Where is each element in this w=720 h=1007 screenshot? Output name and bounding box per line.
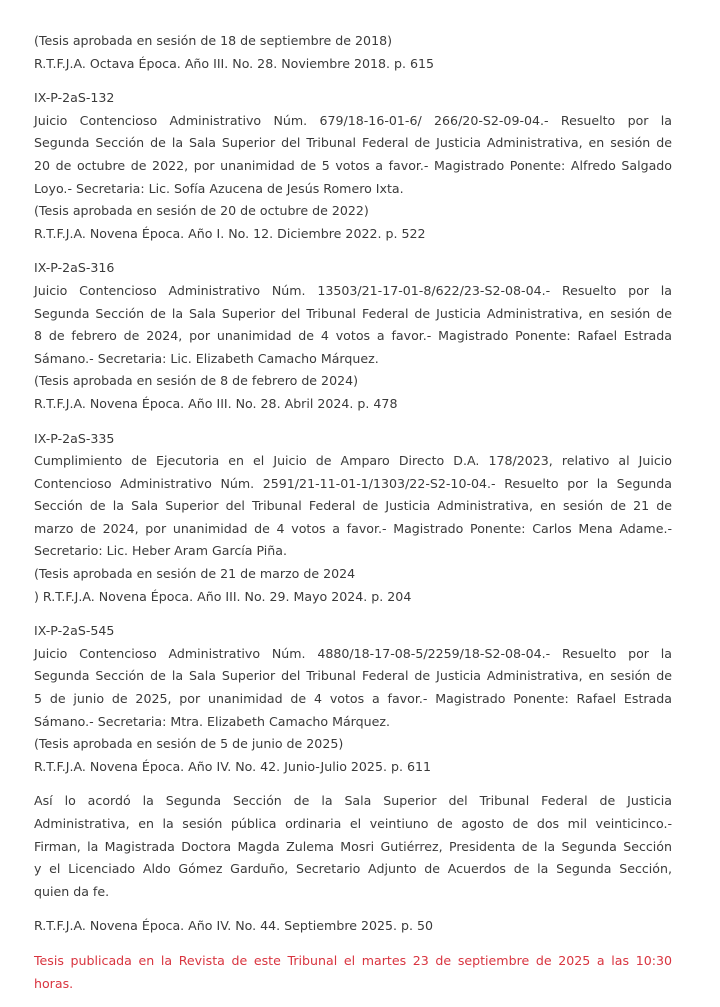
closing-text-line: y el Licenciado Aldo Gómez Garduño, Secretario Adjunto de Acuerdos de la Segunda Sección, [34, 861, 672, 877]
closing-text-line: Firman, la Magistrada Doctora Magda Zulema Mosri Gutiérrez, Presidenta de la Segunda Sección [34, 838, 672, 854]
thesis-id: IX-P-2aS-335 [34, 430, 115, 446]
thesis-text-line: Juicio Contencioso Administrativo Núm. 4880/18-17-08-5/2259/18-S2-08-04.- Resuelto por la [34, 645, 672, 661]
approval-note: (Tesis aprobada en sesión de 20 de octubre de 2022) [34, 203, 369, 219]
citation: R.T.F.J.A. Novena Época. Año IV. No. 44. Septiembre 2025. p. 50 [34, 918, 434, 934]
thesis-entry [34, 257, 672, 415]
thesis-text-line: Cumplimiento de Ejecutoria en el Juicio de Amparo Directo D.A. 178/2023, relativo al Juicio [34, 453, 672, 469]
thesis-text-line: Sámano.- Secretaria: Lic. Elizabeth Camacho Márquez. [34, 350, 379, 366]
citation: R.T.F.J.A. Novena Época. Año IV. No. 42. Junio-Julio 2025. p. 611 [34, 758, 431, 774]
closing-paragraph [34, 790, 672, 903]
thesis-text-line: Sámano.- Secretaria: Mtra. Elizabeth Camacho Márquez. [34, 713, 390, 729]
approval-note: (Tesis aprobada en sesión de 8 de febrero de 2024) [34, 373, 359, 389]
thesis-id: IX-P-2aS-545 [34, 623, 115, 639]
closing-text-line: Administrativa, en la sesión pública ordinaria el veintiuno de agosto de dos mil veinticinco.- [34, 816, 672, 831]
thesis-text-line: 20 de octubre de 2022, por unanimidad de 5 votos a favor.- Magistrado Ponente: Alfredo Salgado [34, 157, 672, 173]
thesis-text-line: Segunda Sección de la Sala Superior del Tribunal Federal de Justicia Administrativa, en sesión de [34, 668, 672, 684]
thesis-text-line: marzo de 2024, por unanimidad de 4 votos a favor.- Magistrado Ponente: Carlos Mena Adame.- [34, 520, 672, 536]
thesis-text-line: Segunda Sección de la Sala Superior del Tribunal Federal de Justicia Administrativa, en sesión de [34, 305, 672, 321]
closing-text-line: quien da fe. [34, 883, 110, 899]
citation: ) R.T.F.J.A. Novena Época. Año III. No. 29. Mayo 2024. p. 204 [34, 588, 412, 604]
citation: R.T.F.J.A. Novena Época. Año I. No. 12. Diciembre 2022. p. 522 [34, 225, 426, 241]
thesis-text-line: Segunda Sección de la Sala Superior del Tribunal Federal de Justicia Administrativa, en sesión de [34, 135, 672, 151]
thesis-entry [34, 620, 672, 778]
thesis-id: IX-P-2aS-316 [34, 260, 115, 276]
citation: R.T.F.J.A. Novena Época. Año III. No. 28. Abril 2024. p. 478 [34, 395, 398, 411]
thesis-text-line: 8 de febrero de 2024, por unanimidad de 4 votos a favor.- Magistrado Ponente: Rafael Estrada [34, 328, 672, 344]
thesis-entry [34, 87, 672, 245]
approval-note: (Tesis aprobada en sesión de 21 de marzo de 2024 [34, 566, 356, 582]
approval-note: (Tesis aprobada en sesión de 5 de junio de 2025) [34, 736, 344, 752]
approval-note: (Tesis aprobada en sesión de 18 de septiembre de 2018) [34, 33, 393, 48]
thesis-text-line: Loyo.- Secretaria: Lic. Sofía Azucena de Jesús Romero Ixta. [34, 180, 404, 196]
thesis-text-line: Secretario: Lic. Heber Aram García Piña. [34, 543, 288, 559]
thesis-entry [34, 428, 672, 609]
publication-notice [34, 950, 672, 995]
closing-citation-block [34, 915, 672, 938]
thesis-text-line: Sección de la Sala Superior del Tribunal Federal de Justicia Administrativa, en sesión de 21 de [34, 498, 672, 514]
publication-notice-line: horas. [34, 975, 74, 991]
thesis-text-line: Juicio Contencioso Administrativo Núm. 679/18-16-01-6/ 266/20-S2-09-04.- Resuelto por la [34, 112, 672, 128]
thesis-text-line: Juicio Contencioso Administrativo Núm. 13503/21-17-01-8/622/23-S2-08-04.- Resuelto por la [34, 282, 672, 298]
thesis-text-line: 5 de junio de 2025, por unanimidad de 4 votos a favor.- Magistrado Ponente: Rafael Estrada [34, 691, 672, 707]
publication-notice-line: Tesis publicada en la Revista de este Tribunal el martes 23 de septiembre de 2025 a las 10:30 [34, 952, 672, 968]
intro-block [34, 30, 672, 75]
thesis-text-line: Contencioso Administrativo Núm. 2591/21-11-01-1/1303/22-S2-10-04.- Resuelto por la Segunda [34, 475, 672, 491]
thesis-id: IX-P-2aS-132 [34, 90, 115, 106]
closing-text-line: Así lo acordó la Segunda Sección de la Sala Superior del Tribunal Federal de Justicia [34, 793, 672, 809]
citation: R.T.F.J.A. Octava Época. Año III. No. 28. Noviembre 2018. p. 615 [34, 55, 435, 71]
document-page [34, 30, 672, 1007]
